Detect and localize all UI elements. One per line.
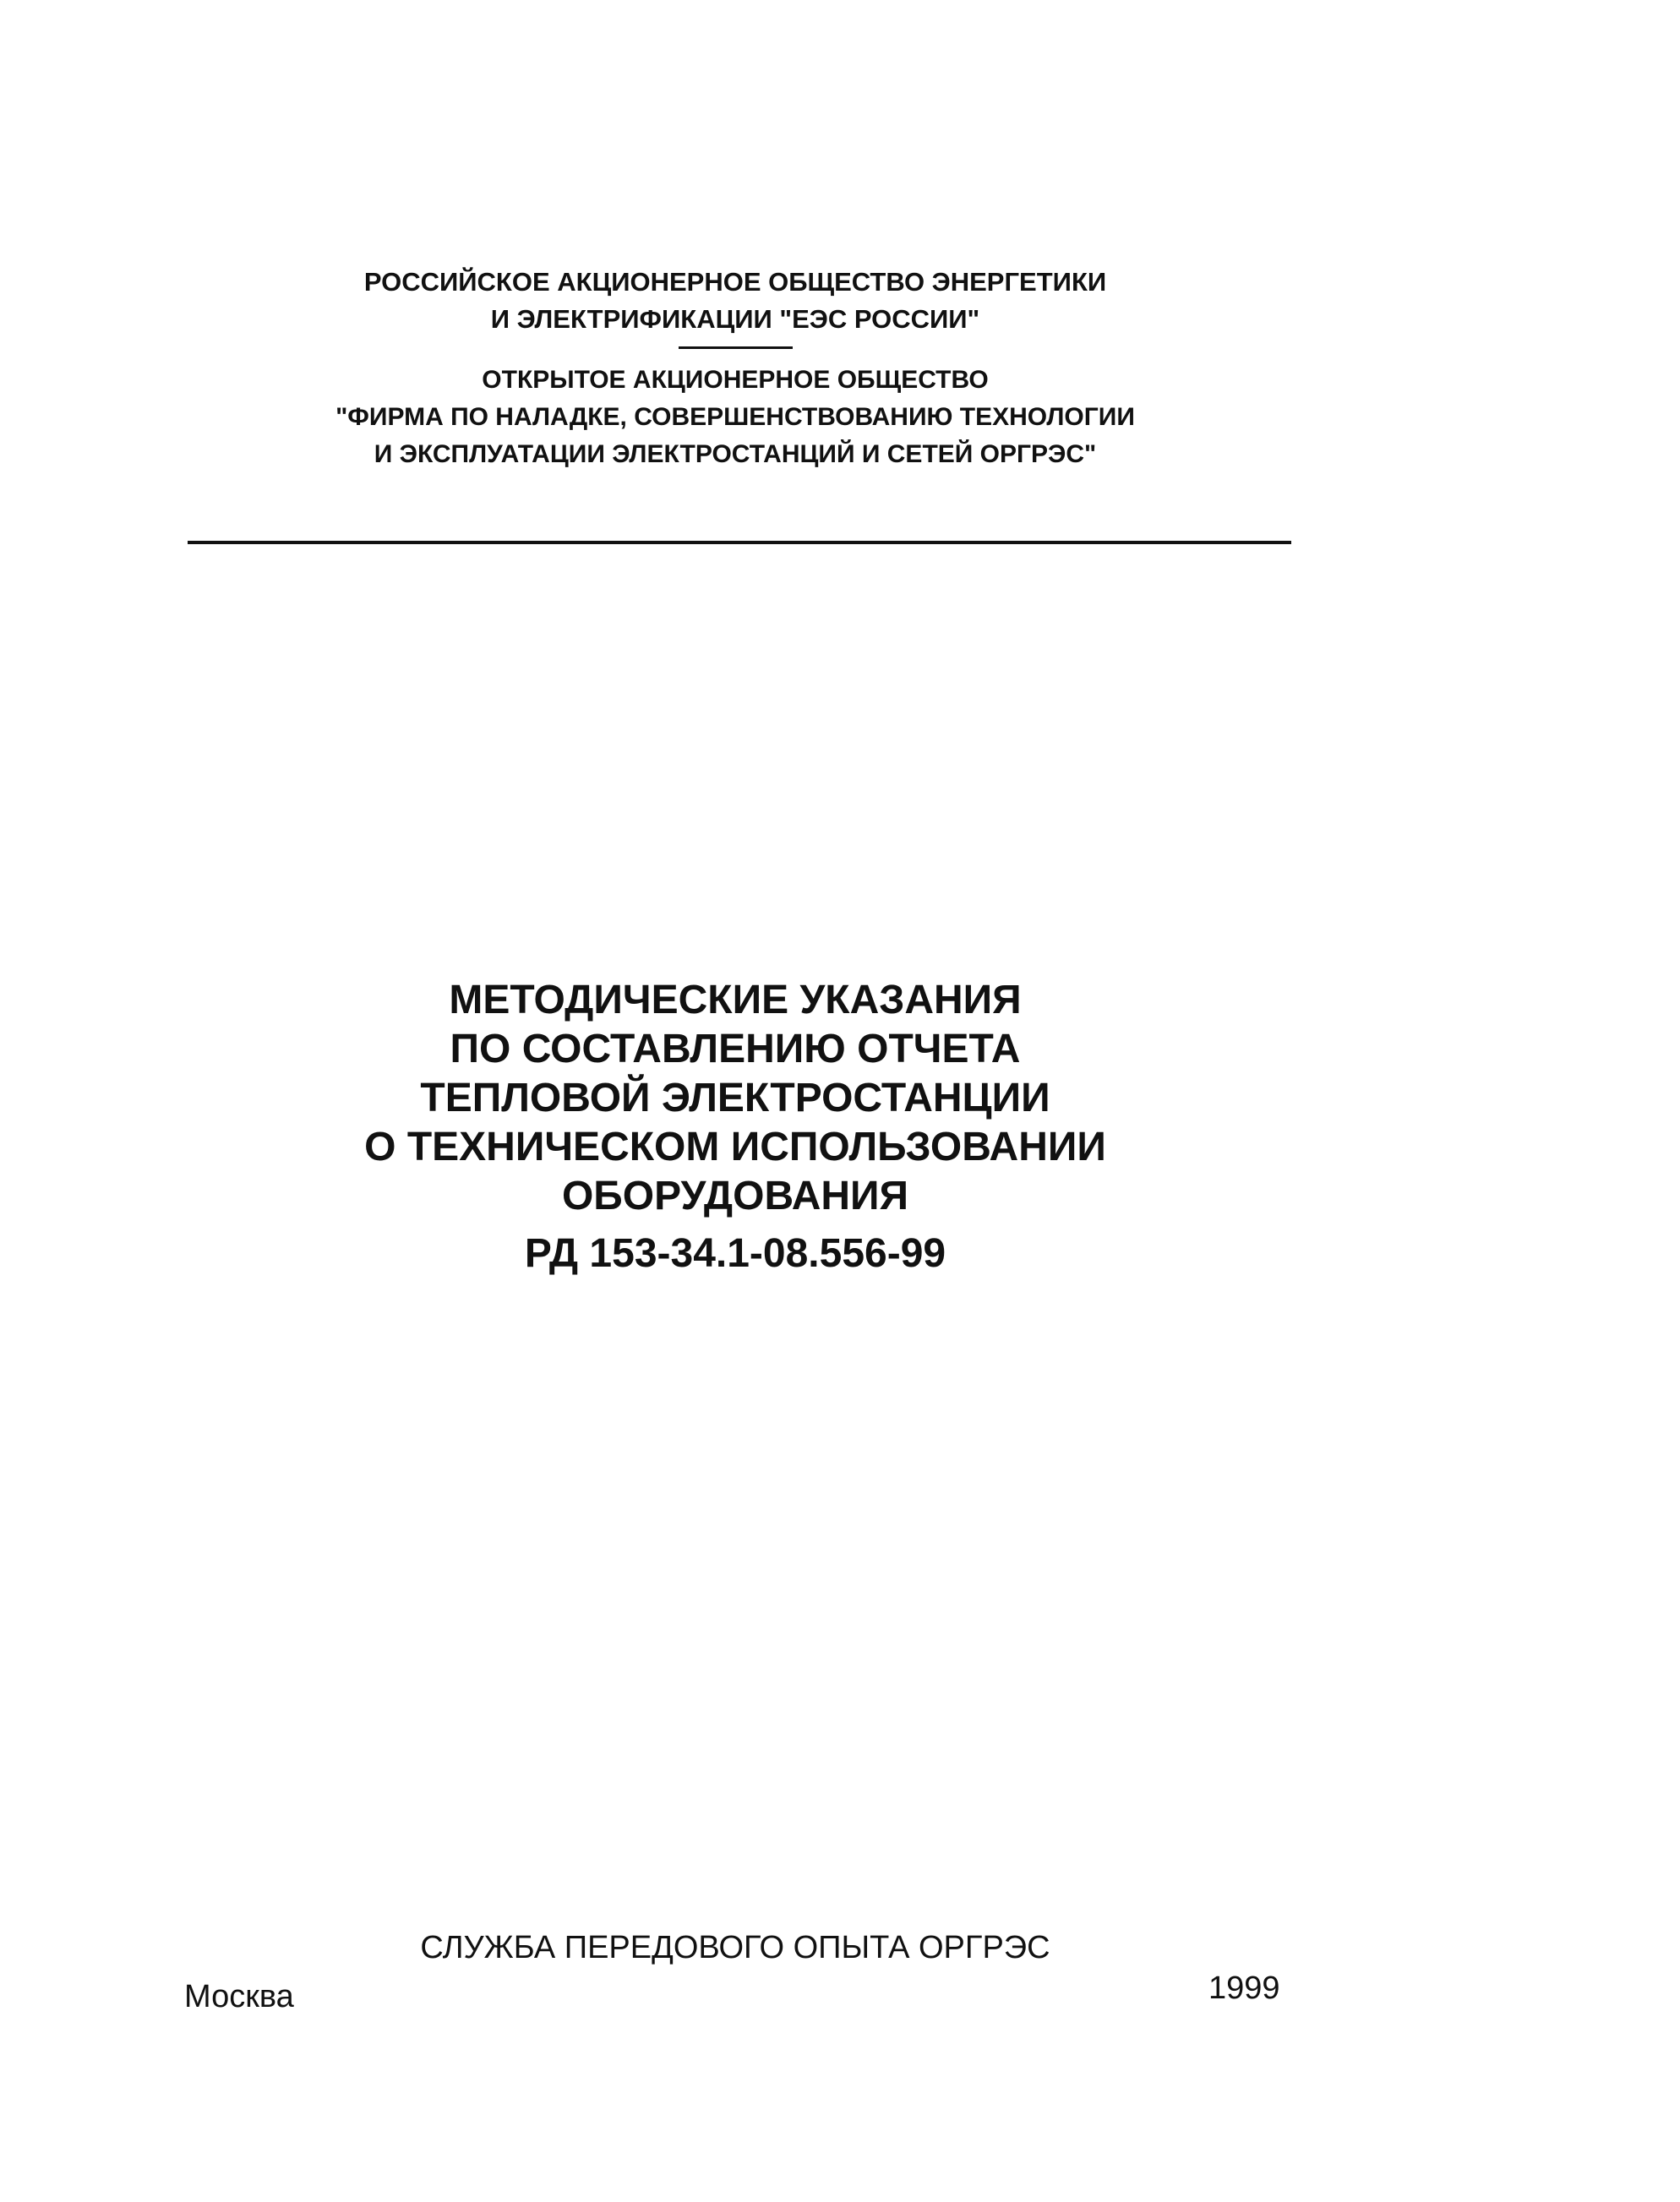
document-title-line-1: МЕТОДИЧЕСКИЕ УКАЗАНИЯ [449,978,1022,1022]
publication-year: 1999 [1208,1970,1280,2006]
publisher-name: СЛУЖБА ПЕРЕДОВОГО ОПЫТА ОРГРЭС [420,1930,1050,1965]
document-title-line-4: О ТЕХНИЧЕСКОМ ИСПОЛЬЗОВАНИИ [364,1125,1106,1169]
document-title-line-3: ТЕПЛОВОЙ ЭЛЕКТРОСТАНЦИИ [420,1076,1050,1120]
organization-name-line-2: И ЭЛЕКТРИФИКАЦИИ "ЕЭС РОССИИ" [490,304,980,334]
organization-divider [679,346,793,349]
company-name-line-3: И ЭКСПЛУАТАЦИИ ЭЛЕКТРОСТАНЦИЙ И СЕТЕЙ ОРГРЭС" [374,440,1097,468]
document-title-line-5: ОБОРУДОВАНИЯ [561,1174,909,1218]
publication-city: Москва [184,1979,294,2014]
header-rule [188,541,1291,544]
document-code: РД 153-34.1-08.556-99 [524,1231,946,1276]
organization-name-line-1: РОССИЙСКОЕ АКЦИОНЕРНОЕ ОБЩЕСТВО ЭНЕРГЕТИКИ [363,267,1107,297]
company-name-line-1: ОТКРЫТОЕ АКЦИОНЕРНОЕ ОБЩЕСТВО [482,366,989,394]
document-title-line-2: ПО СОСТАВЛЕНИЮ ОТЧЕТА [450,1027,1021,1071]
company-name-line-2: "ФИРМА ПО НАЛАДКЕ, СОВЕРШЕНСТВОВАНИЮ ТЕХНОЛОГИИ [335,403,1135,431]
